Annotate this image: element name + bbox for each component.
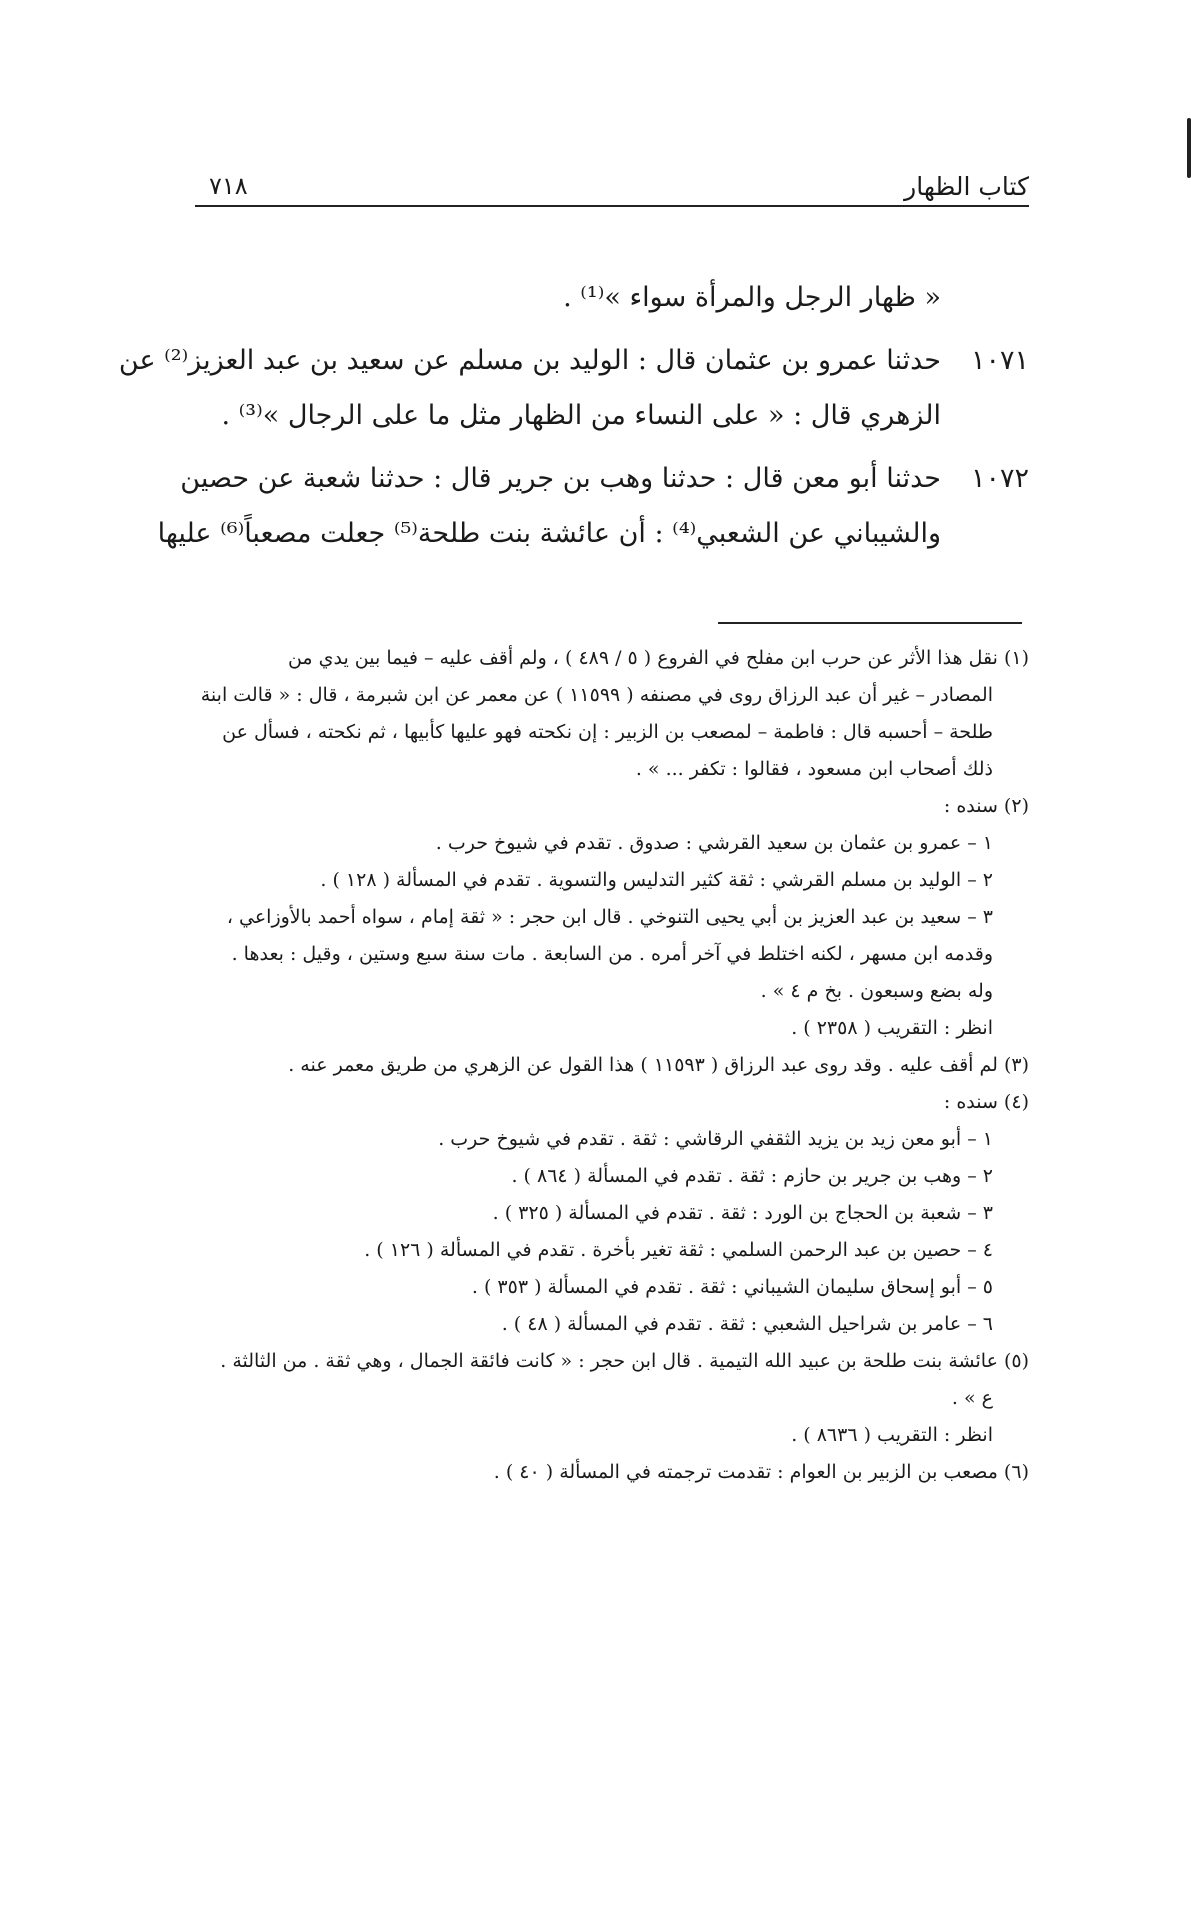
footnote-line: المصادر – غير أن عبد الرزاق روى في مصنفه ( ١١٥٩٩ ) عن معمر عن ابن شبرمة ، قال : « قالت ابنة bbox=[200, 684, 993, 706]
footnote-line: ٢ – الوليد بن مسلم القرشي : ثقة كثير التدليس والتسوية . تقدم في المسألة ( ١٢٨ ) . bbox=[320, 869, 993, 891]
footnote-line: ٣ – سعيد بن عبد العزيز بن أبي يحيى التنوخي . قال ابن حجر : « ثقة إمام ، سواه أحمد بالأوزاعي ، bbox=[226, 906, 993, 928]
page-header bbox=[195, 168, 1029, 204]
footnote-line: طلحة – أحسبه قال : فاطمة – لمصعب بن الزبير : إن نكحته فهو عليها كأبيها ، ثم نكحته ، فسأل عن bbox=[222, 721, 993, 743]
footnote-line: (٣) لم أقف عليه . وقد روى عبد الرزاق ( ١١٥٩٣ ) هذا القول عن الزهري من طريق معمر عنه . bbox=[288, 1054, 1029, 1076]
footnote-rule bbox=[718, 622, 1022, 624]
footnote-line: وقدمه ابن مسهر ، لكنه اختلط في آخر أمره . من السابعة . مات سنة سبع وستين ، وقيل : بعدها . bbox=[231, 943, 993, 965]
scan-edge-mark bbox=[1187, 118, 1191, 178]
footnote-line: ع » . bbox=[951, 1387, 993, 1409]
text-line: والشيباني عن الشعبي⁽⁴⁾ : أن عائشة بنت طلحة⁽⁵⁾ جعلت مصعباً⁽⁶⁾ عليها bbox=[157, 518, 941, 549]
page-number: ٧١٨ bbox=[209, 172, 248, 200]
footnote-line: وله بضع وسبعون . بخ م ٤ » . bbox=[760, 980, 993, 1002]
footnote-line: ٦ – عامر بن شراحيل الشعبي : ثقة . تقدم في المسألة ( ٤٨ ) . bbox=[501, 1313, 993, 1335]
footnote-line: ١ – عمرو بن عثمان بن سعيد القرشي : صدوق . تقدم في شيوخ حرب . bbox=[435, 832, 993, 854]
footnote-line: انظر : التقريب ( ٢٣٥٨ ) . bbox=[791, 1017, 993, 1039]
footnote-line: (٤) سنده : bbox=[943, 1091, 1029, 1113]
footnote-line: ٤ – حصين بن عبد الرحمن السلمي : ثقة تغير بأخرة . تقدم في المسألة ( ١٢٦ ) . bbox=[364, 1239, 993, 1261]
footnote-line: ١ – أبو معن زيد بن يزيد الثقفي الرقاشي : ثقة . تقدم في شيوخ حرب . bbox=[438, 1128, 993, 1150]
text-line bbox=[118, 333, 1029, 388]
text-line bbox=[180, 451, 1029, 506]
text-line-content: حدثنا عمرو بن عثمان قال : الوليد بن مسلم عن سعيد بن عبد العزيز⁽²⁾ عن bbox=[118, 345, 941, 376]
footnote-line: ٣ – شعبة بن الحجاج بن الورد : ثقة . تقدم في المسألة ( ٣٢٥ ) . bbox=[492, 1202, 993, 1224]
text-line: « ظهار الرجل والمرأة سواء »⁽¹⁾ . bbox=[563, 282, 941, 313]
hadith-number: ١٠٧١ bbox=[970, 345, 1029, 376]
footnote-line: ذلك أصحاب ابن مسعود ، فقالوا : تكفر ... » . bbox=[635, 758, 993, 780]
chapter-title: كتاب الظهار bbox=[904, 172, 1029, 201]
text-line-content: حدثنا أبو معن قال : حدثنا وهب بن جرير قال : حدثنا شعبة عن حصين bbox=[180, 463, 941, 494]
footnote-line: ٢ – وهب بن جرير بن حازم : ثقة . تقدم في المسألة ( ٨٦٤ ) . bbox=[511, 1165, 993, 1187]
text-line: الزهري قال : « على النساء من الظهار مثل ما على الرجال »⁽³⁾ . bbox=[221, 400, 941, 431]
main-text bbox=[118, 270, 1029, 561]
footnote-line: (٢) سنده : bbox=[943, 795, 1029, 817]
footnote-line: (٦) مصعب بن الزبير بن العوام : تقدمت ترجمته في المسألة ( ٤٠ ) . bbox=[493, 1461, 1029, 1483]
hadith-number: ١٠٧٢ bbox=[970, 463, 1029, 494]
footnote-line: (٥) عائشة بنت طلحة بن عبيد الله التيمية . قال ابن حجر : « كانت فائقة الجمال ، وهي ثقة . من الثالثة . bbox=[220, 1350, 1029, 1372]
header-rule bbox=[195, 205, 1029, 207]
footnotes bbox=[195, 640, 1029, 1491]
footnote-line: انظر : التقريب ( ٨٦٣٦ ) . bbox=[791, 1424, 993, 1446]
footnote-line: (١) نقل هذا الأثر عن حرب ابن مفلح في الفروع ( ٥ / ٤٨٩ ) ، ولم أقف عليه – فيما بين يدي من bbox=[287, 647, 1029, 669]
footnote-line: ٥ – أبو إسحاق سليمان الشيباني : ثقة . تقدم في المسألة ( ٣٥٣ ) . bbox=[471, 1276, 993, 1298]
